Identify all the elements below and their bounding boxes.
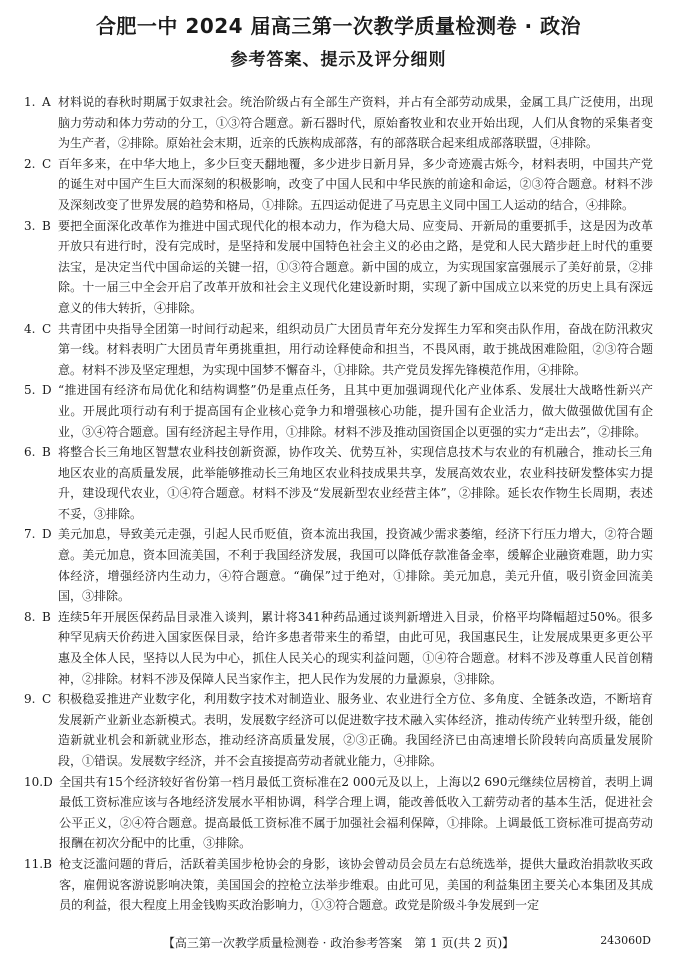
answer-letter: C <box>42 692 52 707</box>
answer-explanation: 美元加息，导致美元走强，引起人民币贬值，资本流出我国，投资减少需求萎缩，经济下行压力增大，②符合题意。美元加息，资本回流美国，不利于我国经济发展，我国可以降低存款准备金率，缓解企业融资难题，助力实体经济，增强经济内生动力，④符合题意。“确保”过于绝对，①排除。美元加息，美元升值，吸引资金回流美国，③排除。 <box>58 527 653 604</box>
question-number: 1. A <box>24 92 52 154</box>
answer-explanation: “推进国有经济布局优化和结构调整”仍是重点任务，且其中更加强调现代化产业体系、发展壮大战略性新兴产业。开展此项行动有利于提高国有企业核心竞争力和增强核心功能，提升国有企业活力，做大做强做优国有企业，③④符合题意。国有经济起主导作用，①排除。材料不涉及推动国资国企以更强的实力“走出去”，②排除。 <box>58 383 653 439</box>
footer-page-info: 【高三第一次教学质量检测卷 · 政治参考答案 第 1 页(共 2 页)】 <box>162 936 515 950</box>
answer-explanation: 百年多来，在中华大地上，多少巨变天翻地覆，多少进步日新月异，多少奇迹震古烁今，材料表明，中国共产党的诞生对中国产生巨大而深刻的积极影响，改变了中国人民和中华民族的前途和命运，②③符合题意。材料不涉及深刻改变了世界发展的趋势和格局，①排除。五四运动促进了马克思主义同中国工人运动的结合，④排除。 <box>58 156 653 212</box>
answer-list <box>24 92 653 916</box>
answer-explanation: 积极稳妥推进产业数字化，利用数字技术对制造业、服务业、农业进行全方位、多角度、全链条改造，不断培育发展新产业新业态新模式。表明，发展数字经济可以促进数字技术融入实体经济，推动传统产业转型升级，能创造新就业机会和新就业形态，推动经济高质量发展，②③正确。我国经济已由高速增长阶段转向高质量发展阶段，①错误。发展数字经济，并不会直接提高劳动者就业能力，④排除。 <box>58 692 653 768</box>
answer-explanation: 全国共有15个经济较好省份第一档月最低工资标准在2 000元及以上，上海以2 690元继续位居榜首，表明上调最低工资标准应该与各地经济发展水平相协调，科学合理上调，能改善低收入工薪劳动者的基本生活，促进社会公平正义，②④符合题意。提高最低工资标准不属于加强社会福利保障，①排除。上调最低工资标准可提高劳动报酬在初次分配中的比重，③排除。 <box>59 774 653 851</box>
answer-explanation: 枪支泛滥问题的背后，活跃着美国步枪协会的身影，该协会曾动员会员左右总统选举，提供大量政治捐款收买政客，雇佣说客游说影响决策，美国国会的控枪立法举步维艰。由此可见，美国的利益集团主要关心本集团及其成员的利益，很大程度上用金钱购买政治影响力，①③符合题意。政党是阶级斗争发展到一定 <box>59 856 653 913</box>
question-number: 9. C <box>24 689 52 771</box>
page-footer <box>0 934 677 951</box>
question-number: 11.B <box>24 854 53 916</box>
question-number: 5. D <box>24 380 52 442</box>
answer-letter: D <box>43 774 53 789</box>
answer-item-1 <box>24 92 653 154</box>
answer-item-2 <box>24 154 653 216</box>
answer-letter: C <box>42 321 52 336</box>
page-subtitle: 参考答案、提示及评分细则 <box>230 50 447 70</box>
answer-item-10 <box>24 772 653 854</box>
answer-letter: B <box>42 445 51 460</box>
question-number: 3. B <box>24 216 52 319</box>
answer-explanation: 将整合长三角地区智慧农业科技创新资源，协作攻关、优势互补，实现信息技术与农业的有机融合，推动长三角地区农业的高质量发展，此举能够推动长三角地区农业科技成果共享，发展高效农业，农业科技研发整体实力提升，建设现代农业，①④符合题意。材料不涉及“发展新型农业经营主体”，②排除。延长农作物生长周期，表述不妥，③排除。 <box>58 445 653 521</box>
answer-explanation: 连续5年开展医保药品目录准入谈判，累计将341种药品通过谈判新增进入目录，价格平均降幅超过50%。很多种罕见病天价药进入国家医保目录，给许多患者带来生的希望，由此可见，我国惠民生，让发展成果更多更公平惠及全体人民，坚持以人民为中心，抓住人民关心的现实利益问题，①④符合题意。材料不涉及尊重人民首创精神，②排除。材料不涉及保障人民当家作主，把人民作为发展的力量源泉，③排除。 <box>58 609 653 686</box>
answer-letter: B <box>42 609 51 624</box>
answer-explanation: 材料说的春秋时期属于奴隶社会。统治阶级占有全部生产资料，并占有全部劳动成果，金属工具广泛使用，出现脑力劳动和体力劳动的分工，①③符合题意。新石器时代，原始畜牧业和农业开始出现，人们从食物的采集者变为生产者，②排除。原始社会末期，近亲的氏族构成部落，有的部落联合起来组成部落联盟，④排除。 <box>58 95 653 151</box>
answer-item-9 <box>24 689 653 771</box>
answer-item-4 <box>24 319 653 381</box>
question-number: 8. B <box>24 607 52 689</box>
answer-letter: B <box>43 856 52 871</box>
question-number: 7. D <box>24 524 52 606</box>
answer-item-7 <box>24 524 653 606</box>
answer-item-3 <box>24 216 653 319</box>
question-number: 2. C <box>24 154 52 216</box>
answer-item-11 <box>24 854 653 916</box>
question-number: 4. C <box>24 319 52 381</box>
answer-item-8 <box>24 607 653 689</box>
answer-letter: B <box>42 218 51 233</box>
question-number: 10.D <box>24 772 53 854</box>
footer-code: 243060D <box>600 934 651 947</box>
answer-letter: D <box>42 527 52 542</box>
page-title: 合肥一中 2024 届高三第一次教学质量检测卷 · 政治 <box>95 14 582 38</box>
answer-explanation: 要把全面深化改革作为推进中国式现代化的根本动力，作为稳大局、应变局、开新局的重要抓手，这是因为改革开放只有进行时，没有完成时，是坚持和发展中国特色社会主义的必由之路，是党和人民大踏步赶上时代的重要法宝，是决定当代中国命运的关键一招，①③符合题意。新中国的成立，为实现国家富强展示了美好前景，②排除。十一届三中全会开启了改革开放和社会主义现代化建设新时期，实现了新中国成立以来党的历史上具有深远意义的伟大转折，④排除。 <box>58 218 653 315</box>
answer-explanation: 共青团中央指导全团第一时间行动起来，组织动员广大团员青年充分发挥生力军和突击队作用，奋战在防汛救灾第一线。材料表明广大团员青年勇挑重担，用行动诠释使命和担当，不畏风雨，敢于挑战困难险阻，②③符合题意。材料不涉及坚定理想，为实现中国梦不懈奋斗，①排除。共产党员发挥先锋模范作用，④排除。 <box>58 321 653 377</box>
answer-letter: D <box>42 383 52 398</box>
answer-item-5 <box>24 380 653 442</box>
answer-letter: C <box>42 156 52 171</box>
question-number: 6. B <box>24 442 52 524</box>
answer-item-6 <box>24 442 653 524</box>
answer-letter: A <box>42 95 51 109</box>
